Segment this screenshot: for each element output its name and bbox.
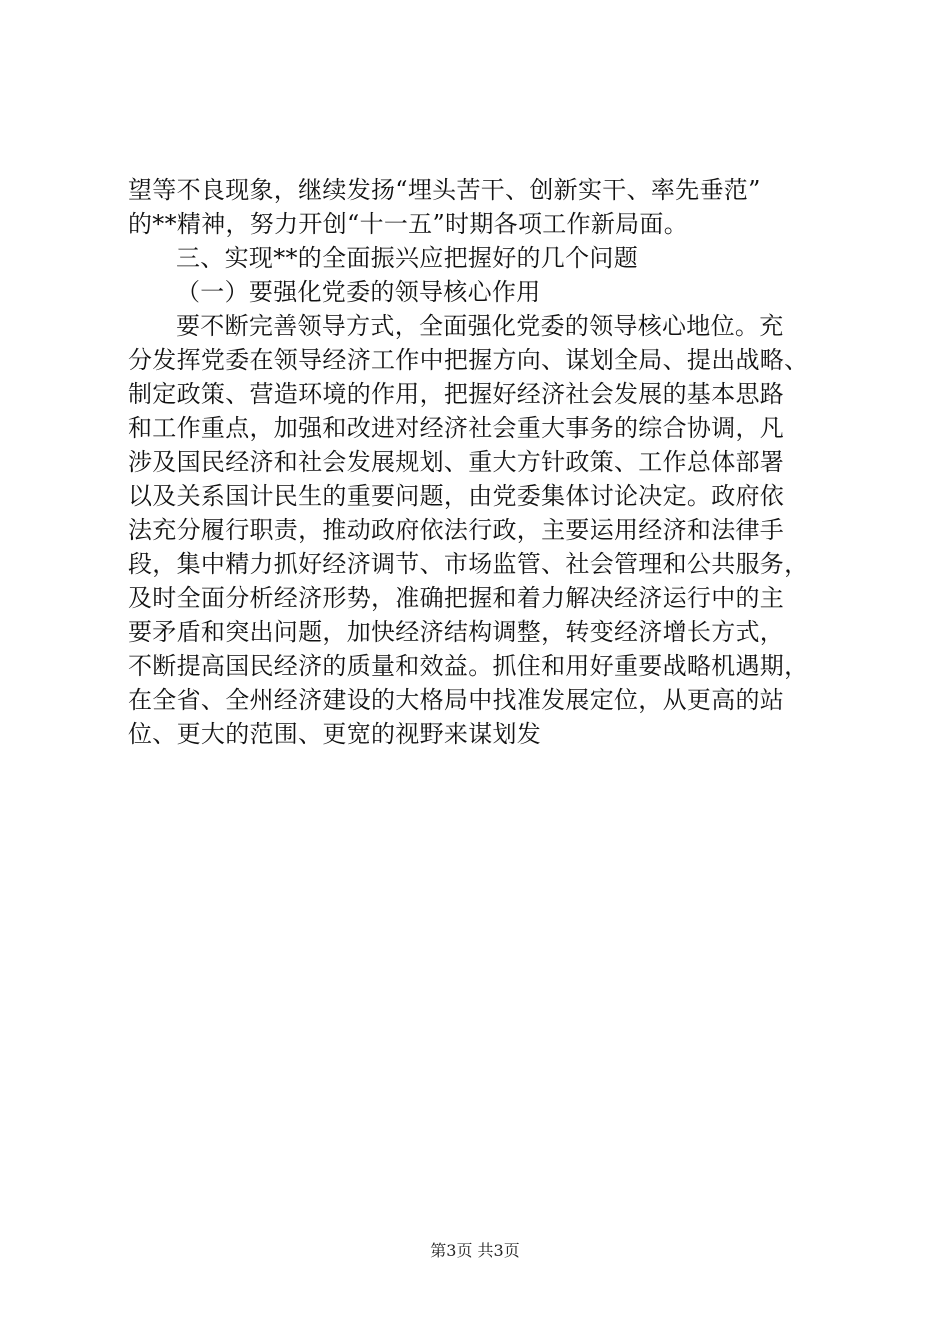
text-line: 分发挥党委在领导经济工作中把握方向、谋划全局、提出战略、 xyxy=(128,346,809,374)
text-line: 在全省、全州经济建设的大格局中找准发展定位，从更高的站 xyxy=(128,686,785,714)
text-line: （一）要强化党委的领导核心作用 xyxy=(176,278,541,306)
text-line: 以及关系国计民生的重要问题，由党委集体讨论决定。政府依 xyxy=(128,482,785,510)
text-line: 及时全面分析经济形势，准确把握和着力解决经济运行中的主 xyxy=(128,584,785,612)
text-line: 段，集中精力抓好经济调节、市场监管、社会管理和公共服务， xyxy=(128,550,809,578)
text-line: 要矛盾和突出问题，加快经济结构调整，转变经济增长方式， xyxy=(128,618,785,646)
text-line: 制定政策、营造环境的作用，把握好经济社会发展的基本思路 xyxy=(128,380,785,408)
text-line: 要不断完善领导方式，全面强化党委的领导核心地位。充 xyxy=(176,312,784,340)
body-text xyxy=(128,173,848,751)
text-line: 不断提高国民经济的质量和效益。抓住和用好重要战略机遇期， xyxy=(128,652,809,680)
text-line: 和工作重点，加强和改进对经济社会重大事务的综合协调，凡 xyxy=(128,414,785,442)
text-line: 法充分履行职责，推动政府依法行政，主要运用经济和法律手 xyxy=(128,516,785,544)
text-line: 望等不良现象，继续发扬“埋头苦干、创新实干、率先垂范” xyxy=(128,176,761,204)
text-line: 的**精神，努力开创“十一五”时期各项工作新局面。 xyxy=(128,210,689,238)
text-line: 涉及国民经济和社会发展规划、重大方针政策、工作总体部署 xyxy=(128,448,785,476)
text-line: 三、实现**的全面振兴应把握好的几个问题 xyxy=(176,244,638,272)
page-number-footer: 第3页 共3页 xyxy=(430,1241,520,1260)
text-line: 位、更大的范围、更宽的视野来谋划发 xyxy=(128,720,542,748)
